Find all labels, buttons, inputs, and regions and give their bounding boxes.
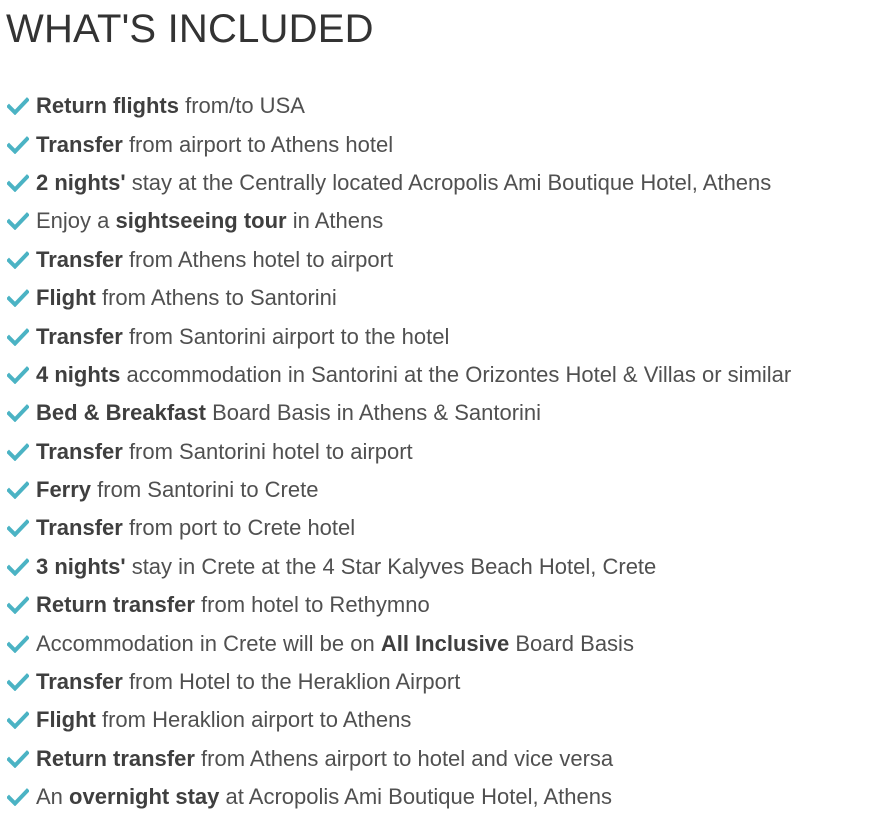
check-icon	[6, 96, 30, 116]
item-text: Transfer from Hotel to the Heraklion Airport	[36, 669, 461, 695]
list-item	[6, 433, 894, 471]
check-icon	[6, 365, 30, 385]
item-text: Transfer from Santorini hotel to airport	[36, 438, 413, 464]
list-item	[6, 125, 894, 163]
check-icon	[6, 557, 30, 577]
list-item	[6, 317, 894, 355]
list-item	[6, 701, 894, 739]
check-icon	[6, 787, 30, 807]
item-text: Transfer from port to Crete hotel	[36, 515, 356, 541]
list-item	[6, 279, 894, 317]
list-item	[6, 509, 894, 547]
list-item	[6, 663, 894, 701]
check-icon	[6, 480, 30, 500]
item-text: Transfer from Athens hotel to airport	[36, 246, 394, 272]
list-item	[6, 624, 894, 662]
check-icon	[6, 634, 30, 654]
check-icon	[6, 327, 30, 347]
item-text: Bed & Breakfast Board Basis in Athens & Santorini	[36, 400, 542, 426]
check-icon	[6, 135, 30, 155]
list-item	[6, 394, 894, 432]
item-text: Enjoy a sightseeing tour in Athens	[36, 208, 384, 234]
included-list	[6, 87, 894, 816]
check-icon	[6, 442, 30, 462]
list-item	[6, 202, 894, 240]
item-text: Flight from Heraklion airport to Athens	[36, 707, 412, 733]
check-icon	[6, 672, 30, 692]
list-item	[6, 740, 894, 778]
check-icon	[6, 211, 30, 231]
list-item	[6, 586, 894, 624]
list-item	[6, 87, 894, 125]
item-text: Return flights from/to USA	[36, 93, 305, 119]
list-item	[6, 471, 894, 509]
check-icon	[6, 710, 30, 730]
section-title: WHAT'S INCLUDED	[6, 7, 374, 51]
check-icon	[6, 595, 30, 615]
list-item	[6, 241, 894, 279]
list-item	[6, 548, 894, 586]
item-text: Return transfer from hotel to Rethymno	[36, 592, 430, 618]
item-text: Transfer from Santorini airport to the hotel	[36, 323, 450, 349]
item-text: 3 nights' stay in Crete at the 4 Star Kalyves Beach Hotel, Crete	[36, 553, 657, 579]
list-item	[6, 356, 894, 394]
check-icon	[6, 173, 30, 193]
item-text: 4 nights accommodation in Santorini at the Orizontes Hotel & Villas or similar	[36, 361, 792, 387]
item-text: Transfer from airport to Athens hotel	[36, 131, 394, 157]
list-item	[6, 164, 894, 202]
item-text: Flight from Athens to Santorini	[36, 285, 337, 311]
check-icon	[6, 250, 30, 270]
item-text: An overnight stay at Acropolis Ami Boutique Hotel, Athens	[36, 784, 612, 810]
list-item	[6, 778, 894, 816]
item-text: Ferry from Santorini to Crete	[36, 477, 319, 503]
item-text: Return transfer from Athens airport to hotel and vice versa	[36, 745, 614, 771]
check-icon	[6, 518, 30, 538]
item-text: Accommodation in Crete will be on All Inclusive Board Basis	[36, 630, 634, 656]
check-icon	[6, 403, 30, 423]
check-icon	[6, 288, 30, 308]
item-text: 2 nights' stay at the Centrally located Acropolis Ami Boutique Hotel, Athens	[36, 169, 772, 195]
check-icon	[6, 749, 30, 769]
